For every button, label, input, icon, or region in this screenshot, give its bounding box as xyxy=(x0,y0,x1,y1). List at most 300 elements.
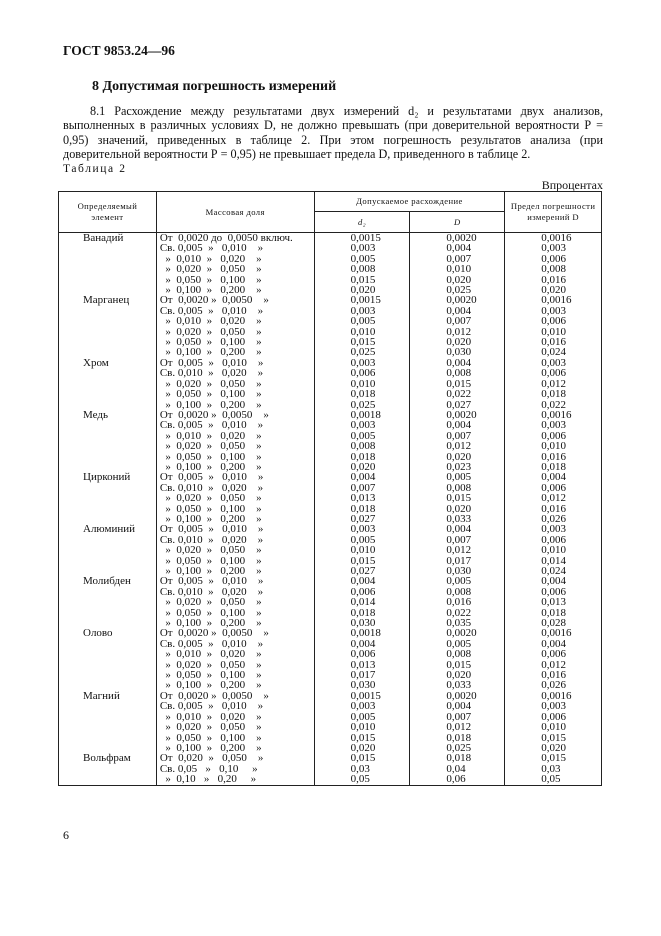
element-cell xyxy=(59,701,157,711)
D-cell: 0,007 xyxy=(410,316,505,326)
d2-cell: 0,025 xyxy=(314,400,410,410)
limit-cell: 0,028 xyxy=(505,618,602,628)
d2-cell: 0,013 xyxy=(314,660,410,670)
d2-cell: 0,010 xyxy=(314,327,410,337)
D-cell: 0,007 xyxy=(410,254,505,264)
d2-cell: 0,008 xyxy=(314,264,410,274)
mass-fraction-cell: Св. 0,05 » 0,10 » xyxy=(156,764,314,774)
D-cell: 0,007 xyxy=(410,712,505,722)
limit-cell: 0,026 xyxy=(505,514,602,524)
limit-cell: 0,015 xyxy=(505,753,602,763)
mass-fraction-cell: » 0,050 » 0,100 » xyxy=(156,556,314,566)
d2-cell: 0,003 xyxy=(314,420,410,430)
d2-cell: 0,008 xyxy=(314,441,410,451)
limit-cell: 0,016 xyxy=(505,337,602,347)
limit-cell: 0,05 xyxy=(505,774,602,785)
mass-fraction-cell: » 0,020 » 0,050 » xyxy=(156,597,314,607)
mass-fraction-cell: » 0,050 » 0,100 » xyxy=(156,733,314,743)
element-cell xyxy=(59,545,157,555)
d2-cell: 0,0018 xyxy=(314,410,410,420)
mass-fraction-cell: » 0,100 » 0,200 » xyxy=(156,566,314,576)
mass-fraction-cell: » 0,020 » 0,050 » xyxy=(156,441,314,451)
element-cell xyxy=(59,774,157,785)
mass-fraction-cell: » 0,050 » 0,100 » xyxy=(156,608,314,618)
limit-cell: 0,014 xyxy=(505,556,602,566)
limit-cell: 0,006 xyxy=(505,587,602,597)
D-cell: 0,007 xyxy=(410,431,505,441)
D-cell: 0,015 xyxy=(410,379,505,389)
D-cell: 0,015 xyxy=(410,493,505,503)
table-row xyxy=(59,233,602,244)
D-cell: 0,004 xyxy=(410,420,505,430)
element-cell xyxy=(59,275,157,285)
col-header-d2: d₂ xyxy=(314,212,410,233)
mass-fraction-cell: » 0,020 » 0,050 » xyxy=(156,493,314,503)
table-row xyxy=(59,649,602,659)
table-row xyxy=(59,295,602,305)
D-cell: 0,018 xyxy=(410,753,505,763)
table-row xyxy=(59,452,602,462)
limit-cell: 0,003 xyxy=(505,524,602,534)
element-cell xyxy=(59,535,157,545)
D-cell: 0,020 xyxy=(410,337,505,347)
D-cell: 0,020 xyxy=(410,452,505,462)
table-row xyxy=(59,566,602,576)
limit-cell: 0,006 xyxy=(505,649,602,659)
d2-cell: 0,006 xyxy=(314,649,410,659)
mass-fraction-cell: От 0,0020 » 0,0050 » xyxy=(156,691,314,701)
mass-fraction-cell: Св. 0,005 » 0,010 » xyxy=(156,243,314,253)
paragraph xyxy=(63,104,603,162)
mass-fraction-cell: Св. 0,005 » 0,010 » xyxy=(156,306,314,316)
d2-cell: 0,010 xyxy=(314,545,410,555)
element-cell xyxy=(59,597,157,607)
element-cell: Алюминий xyxy=(59,524,157,534)
table-row xyxy=(59,285,602,295)
mass-fraction-cell: » 0,100 » 0,200 » xyxy=(156,743,314,753)
mass-fraction-cell: Св. 0,005 » 0,010 » xyxy=(156,701,314,711)
element-cell: Цирконий xyxy=(59,472,157,482)
d2-cell: 0,030 xyxy=(314,618,410,628)
D-cell: 0,06 xyxy=(410,774,505,785)
element-cell xyxy=(59,649,157,659)
table-row xyxy=(59,462,602,472)
limit-cell: 0,012 xyxy=(505,660,602,670)
limit-cell: 0,012 xyxy=(505,493,602,503)
d2-cell: 0,05 xyxy=(314,774,410,785)
d2-cell: 0,015 xyxy=(314,733,410,743)
d2-cell: 0,003 xyxy=(314,701,410,711)
table-row xyxy=(59,420,602,430)
col-header-mass: Массовая доля xyxy=(156,192,314,233)
table-row xyxy=(59,493,602,503)
d2-cell: 0,006 xyxy=(314,368,410,378)
table-row xyxy=(59,670,602,680)
table-row xyxy=(59,733,602,743)
table-row xyxy=(59,597,602,607)
table-row xyxy=(59,483,602,493)
table-row xyxy=(59,472,602,482)
D-cell: 0,035 xyxy=(410,618,505,628)
element-cell xyxy=(59,493,157,503)
mass-fraction-cell: » 0,010 » 0,020 » xyxy=(156,254,314,264)
mass-fraction-cell: » 0,100 » 0,200 » xyxy=(156,462,314,472)
d2-cell: 0,004 xyxy=(314,639,410,649)
element-cell: Марганец xyxy=(59,295,157,305)
d2-cell: 0,015 xyxy=(314,275,410,285)
limit-cell: 0,016 xyxy=(505,275,602,285)
limit-cell: 0,012 xyxy=(505,379,602,389)
table-row xyxy=(59,243,602,253)
d2-cell: 0,0015 xyxy=(314,233,410,244)
d2-cell: 0,025 xyxy=(314,347,410,357)
D-cell: 0,0020 xyxy=(410,295,505,305)
d2-cell: 0,027 xyxy=(314,566,410,576)
mass-fraction-cell: Св. 0,005 » 0,010 » xyxy=(156,420,314,430)
d2-cell: 0,006 xyxy=(314,587,410,597)
D-cell: 0,012 xyxy=(410,722,505,732)
table-row xyxy=(59,400,602,410)
limit-cell: 0,020 xyxy=(505,285,602,295)
limit-cell: 0,008 xyxy=(505,264,602,274)
element-cell xyxy=(59,504,157,514)
table-row xyxy=(59,431,602,441)
limit-cell: 0,0016 xyxy=(505,410,602,420)
D-cell: 0,0020 xyxy=(410,233,505,244)
mass-fraction-cell: » 0,100 » 0,200 » xyxy=(156,618,314,628)
table-row xyxy=(59,275,602,285)
element-cell xyxy=(59,764,157,774)
table-row xyxy=(59,680,602,690)
table-row xyxy=(59,327,602,337)
element-cell: Хром xyxy=(59,358,157,368)
d2-cell: 0,013 xyxy=(314,493,410,503)
element-cell xyxy=(59,660,157,670)
element-cell xyxy=(59,389,157,399)
d2-cell: 0,005 xyxy=(314,254,410,264)
element-cell xyxy=(59,608,157,618)
mass-fraction-cell: От 0,0020 до 0,0050 включ. xyxy=(156,233,314,244)
element-cell xyxy=(59,327,157,337)
element-cell xyxy=(59,264,157,274)
table-row xyxy=(59,545,602,555)
mass-fraction-cell: » 0,050 » 0,100 » xyxy=(156,452,314,462)
limit-cell: 0,0016 xyxy=(505,691,602,701)
limit-cell: 0,020 xyxy=(505,743,602,753)
element-cell: Ванадий xyxy=(59,233,157,244)
mass-fraction-cell: От 0,0020 » 0,0050 » xyxy=(156,295,314,305)
element-cell: Молибден xyxy=(59,576,157,586)
d2-cell: 0,027 xyxy=(314,514,410,524)
col-header-limit: Предел погрешности измерений D xyxy=(505,192,602,233)
table-row xyxy=(59,504,602,514)
limit-cell: 0,006 xyxy=(505,712,602,722)
table-row xyxy=(59,524,602,534)
D-cell: 0,030 xyxy=(410,566,505,576)
mass-fraction-cell: » 0,020 » 0,050 » xyxy=(156,327,314,337)
element-cell xyxy=(59,483,157,493)
section-title: 8 Допустимая погрешность измерений xyxy=(92,79,337,94)
limit-cell: 0,013 xyxy=(505,597,602,607)
D-cell: 0,007 xyxy=(410,535,505,545)
limit-cell: 0,006 xyxy=(505,535,602,545)
d2-cell: 0,005 xyxy=(314,316,410,326)
units-label: Впроцентах xyxy=(541,178,603,192)
limit-cell: 0,010 xyxy=(505,327,602,337)
d2-cell: 0,015 xyxy=(314,337,410,347)
D-cell: 0,020 xyxy=(410,504,505,514)
element-cell xyxy=(59,452,157,462)
table-row xyxy=(59,764,602,774)
D-cell: 0,027 xyxy=(410,400,505,410)
mass-fraction-cell: » 0,020 » 0,050 » xyxy=(156,379,314,389)
D-cell: 0,017 xyxy=(410,556,505,566)
mass-fraction-cell: » 0,010 » 0,020 » xyxy=(156,649,314,659)
d2-cell: 0,020 xyxy=(314,743,410,753)
table-row xyxy=(59,701,602,711)
mass-fraction-cell: » 0,020 » 0,050 » xyxy=(156,264,314,274)
D-cell: 0,008 xyxy=(410,649,505,659)
limit-cell: 0,003 xyxy=(505,420,602,430)
table-row xyxy=(59,753,602,763)
table-row xyxy=(59,618,602,628)
mass-fraction-cell: Св. 0,010 » 0,020 » xyxy=(156,368,314,378)
element-cell xyxy=(59,670,157,680)
d2-cell: 0,005 xyxy=(314,431,410,441)
element-cell xyxy=(59,306,157,316)
mass-fraction-cell: » 0,020 » 0,050 » xyxy=(156,660,314,670)
element-cell xyxy=(59,733,157,743)
mass-fraction-cell: От 0,005 » 0,010 » xyxy=(156,472,314,482)
D-cell: 0,012 xyxy=(410,327,505,337)
table-row xyxy=(59,306,602,316)
mass-fraction-cell: » 0,020 » 0,050 » xyxy=(156,545,314,555)
element-cell xyxy=(59,431,157,441)
table-row xyxy=(59,410,602,420)
mass-fraction-cell: От 0,005 » 0,010 » xyxy=(156,358,314,368)
D-cell: 0,033 xyxy=(410,514,505,524)
d2-cell: 0,004 xyxy=(314,472,410,482)
table-row xyxy=(59,743,602,753)
d2-cell: 0,010 xyxy=(314,722,410,732)
d2-cell: 0,003 xyxy=(314,524,410,534)
d2-cell: 0,007 xyxy=(314,483,410,493)
page-number: 6 xyxy=(63,828,69,842)
table-row xyxy=(59,254,602,264)
D-cell: 0,020 xyxy=(410,275,505,285)
element-cell xyxy=(59,441,157,451)
D-cell: 0,010 xyxy=(410,264,505,274)
limit-cell: 0,0016 xyxy=(505,233,602,244)
document-header: ГОСТ 9853.24—96 xyxy=(63,43,175,58)
d2-cell: 0,005 xyxy=(314,535,410,545)
limit-cell: 0,016 xyxy=(505,504,602,514)
mass-fraction-cell: » 0,100 » 0,200 » xyxy=(156,514,314,524)
element-cell xyxy=(59,639,157,649)
limit-cell: 0,004 xyxy=(505,639,602,649)
d2-cell: 0,003 xyxy=(314,306,410,316)
d2-cell: 0,0015 xyxy=(314,295,410,305)
D-cell: 0,012 xyxy=(410,441,505,451)
D-cell: 0,016 xyxy=(410,597,505,607)
element-cell xyxy=(59,368,157,378)
mass-fraction-cell: Св. 0,010 » 0,020 » xyxy=(156,587,314,597)
table-row xyxy=(59,368,602,378)
D-cell: 0,004 xyxy=(410,243,505,253)
limit-cell: 0,026 xyxy=(505,680,602,690)
table-row xyxy=(59,587,602,597)
limit-cell: 0,018 xyxy=(505,608,602,618)
mass-fraction-cell: » 0,050 » 0,100 » xyxy=(156,337,314,347)
mass-fraction-cell: » 0,010 » 0,020 » xyxy=(156,316,314,326)
d2-cell: 0,014 xyxy=(314,597,410,607)
element-cell xyxy=(59,712,157,722)
mass-fraction-cell: Св. 0,010 » 0,020 » xyxy=(156,483,314,493)
col-header-element: Определяемый элемент xyxy=(59,192,157,233)
limit-cell: 0,004 xyxy=(505,472,602,482)
D-cell: 0,008 xyxy=(410,483,505,493)
tolerance-table xyxy=(58,191,602,786)
D-cell: 0,008 xyxy=(410,587,505,597)
element-cell xyxy=(59,556,157,566)
d2-cell: 0,003 xyxy=(314,358,410,368)
table-body xyxy=(59,233,602,786)
d2-cell: 0,018 xyxy=(314,452,410,462)
element-cell xyxy=(59,243,157,253)
mass-fraction-cell: » 0,010 » 0,020 » xyxy=(156,712,314,722)
mass-fraction-cell: Св. 0,005 » 0,010 » xyxy=(156,639,314,649)
mass-fraction-cell: » 0,100 » 0,200 » xyxy=(156,285,314,295)
element-cell xyxy=(59,587,157,597)
mass-fraction-cell: От 0,005 » 0,010 » xyxy=(156,524,314,534)
limit-cell: 0,018 xyxy=(505,462,602,472)
d2-cell: 0,0015 xyxy=(314,691,410,701)
d2-cell: 0,018 xyxy=(314,504,410,514)
limit-cell: 0,024 xyxy=(505,566,602,576)
limit-cell: 0,016 xyxy=(505,452,602,462)
D-cell: 0,015 xyxy=(410,660,505,670)
element-cell xyxy=(59,254,157,264)
col-header-D: D xyxy=(410,212,505,233)
table-row xyxy=(59,514,602,524)
D-cell: 0,005 xyxy=(410,472,505,482)
D-cell: 0,005 xyxy=(410,576,505,586)
d2-cell: 0,017 xyxy=(314,670,410,680)
D-cell: 0,020 xyxy=(410,670,505,680)
d2-cell: 0,010 xyxy=(314,379,410,389)
limit-cell: 0,003 xyxy=(505,701,602,711)
D-cell: 0,023 xyxy=(410,462,505,472)
D-cell: 0,005 xyxy=(410,639,505,649)
limit-cell: 0,006 xyxy=(505,254,602,264)
table-label: Таблица 2 xyxy=(63,163,127,175)
table-row xyxy=(59,576,602,586)
d2-cell: 0,020 xyxy=(314,285,410,295)
d2-cell: 0,003 xyxy=(314,243,410,253)
d2-cell: 0,015 xyxy=(314,556,410,566)
element-cell: Олово xyxy=(59,628,157,638)
element-cell xyxy=(59,420,157,430)
d2-cell: 0,018 xyxy=(314,389,410,399)
limit-cell: 0,006 xyxy=(505,431,602,441)
table-row xyxy=(59,358,602,368)
table-row xyxy=(59,347,602,357)
limit-cell: 0,010 xyxy=(505,545,602,555)
element-cell xyxy=(59,379,157,389)
d2-cell: 0,018 xyxy=(314,608,410,618)
D-cell: 0,025 xyxy=(410,743,505,753)
mass-fraction-cell: От 0,020 » 0,050 » xyxy=(156,753,314,763)
D-cell: 0,0020 xyxy=(410,410,505,420)
limit-cell: 0,024 xyxy=(505,347,602,357)
element-cell xyxy=(59,722,157,732)
table-row xyxy=(59,316,602,326)
D-cell: 0,033 xyxy=(410,680,505,690)
table-row xyxy=(59,379,602,389)
table-row xyxy=(59,691,602,701)
paragraph-text: 8.1 Расхождение между результатами двух измерений d₂ и результатами двух анализов, выполненных в различных условиях D, не должно превышать (при доверительной вероятности Р = 0,95) значений, приведенных в таблице 2. При этом погрешность результатов анализа (при доверительной вероятности Р = 0,95) не превышает предела D, приведенного в таблице 2. xyxy=(63,104,603,162)
element-cell: Магний xyxy=(59,691,157,701)
mass-fraction-cell: » 0,020 » 0,050 » xyxy=(156,722,314,732)
element-cell: Вольфрам xyxy=(59,753,157,763)
table-row xyxy=(59,389,602,399)
limit-cell: 0,010 xyxy=(505,441,602,451)
table-row xyxy=(59,712,602,722)
table-row xyxy=(59,337,602,347)
table-row xyxy=(59,608,602,618)
mass-fraction-cell: » 0,050 » 0,100 » xyxy=(156,670,314,680)
limit-cell: 0,0016 xyxy=(505,295,602,305)
table-row xyxy=(59,535,602,545)
mass-fraction-cell: » 0,100 » 0,200 » xyxy=(156,400,314,410)
limit-cell: 0,016 xyxy=(505,670,602,680)
d2-cell: 0,030 xyxy=(314,680,410,690)
D-cell: 0,012 xyxy=(410,545,505,555)
D-cell: 0,0020 xyxy=(410,691,505,701)
table-row xyxy=(59,556,602,566)
mass-fraction-cell: От 0,005 » 0,010 » xyxy=(156,576,314,586)
D-cell: 0,008 xyxy=(410,368,505,378)
limit-cell: 0,006 xyxy=(505,368,602,378)
D-cell: 0,0020 xyxy=(410,628,505,638)
table-row xyxy=(59,722,602,732)
D-cell: 0,04 xyxy=(410,764,505,774)
D-cell: 0,018 xyxy=(410,733,505,743)
mass-fraction-cell: » 0,10 » 0,20 » xyxy=(156,774,314,785)
d2-cell: 0,004 xyxy=(314,576,410,586)
limit-cell: 0,018 xyxy=(505,389,602,399)
element-cell xyxy=(59,316,157,326)
D-cell: 0,004 xyxy=(410,524,505,534)
element-cell: Медь xyxy=(59,410,157,420)
limit-cell: 0,004 xyxy=(505,576,602,586)
table-row xyxy=(59,264,602,274)
mass-fraction-cell: » 0,050 » 0,100 » xyxy=(156,275,314,285)
limit-cell: 0,003 xyxy=(505,243,602,253)
mass-fraction-cell: » 0,050 » 0,100 » xyxy=(156,504,314,514)
d2-cell: 0,020 xyxy=(314,462,410,472)
mass-fraction-cell: От 0,0020 » 0,0050 » xyxy=(156,410,314,420)
col-header-allowed: Допускаемое расхождение xyxy=(314,192,505,212)
D-cell: 0,022 xyxy=(410,389,505,399)
D-cell: 0,030 xyxy=(410,347,505,357)
D-cell: 0,025 xyxy=(410,285,505,295)
mass-fraction-cell: » 0,050 » 0,100 » xyxy=(156,389,314,399)
D-cell: 0,022 xyxy=(410,608,505,618)
limit-cell: 0,022 xyxy=(505,400,602,410)
mass-fraction-cell: » 0,010 » 0,020 » xyxy=(156,431,314,441)
table-row xyxy=(59,774,602,785)
